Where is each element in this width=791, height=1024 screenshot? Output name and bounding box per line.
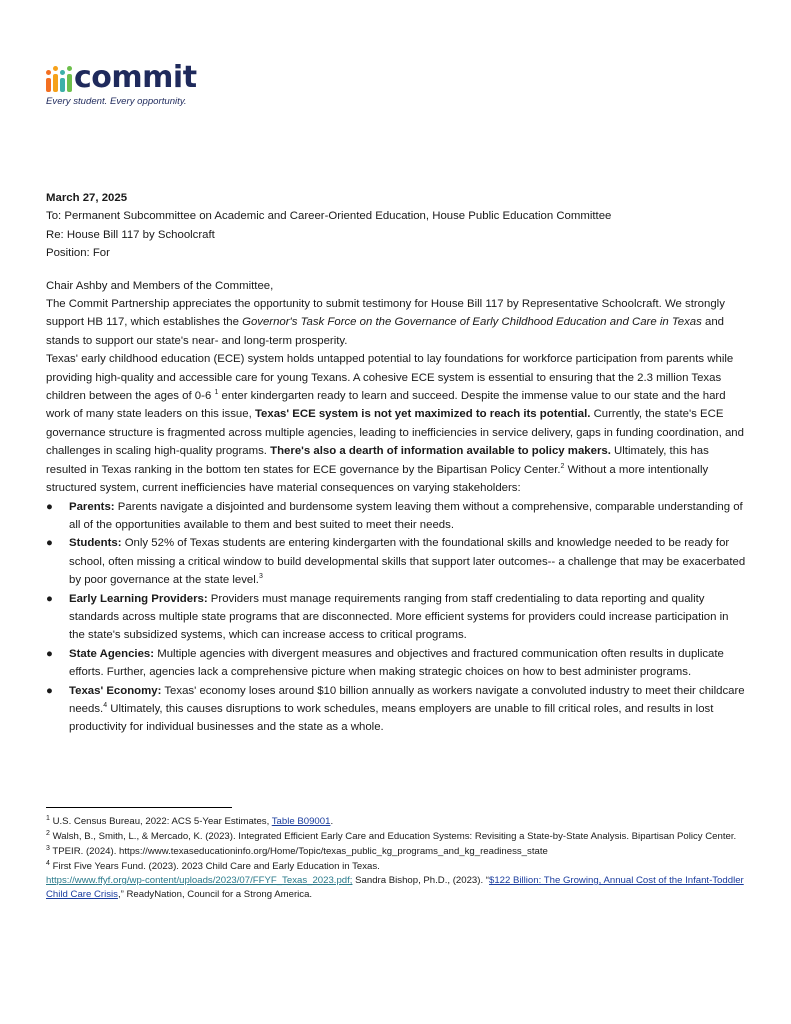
letter-subject: Re: House Bill 117 by Schoolcraft xyxy=(46,228,215,241)
list-item-parents: ● Parents: Parents navigate a disjointed and burdensome system leaving them without a comprehensive, comparable understanding of all of the opportunities available to them and best suited to meet their needs. xyxy=(46,498,746,535)
logo-tagline: Every student. Every opportunity. xyxy=(46,96,187,107)
footnotes xyxy=(46,815,746,903)
salutation: Chair Ashby and Members of the Committee, xyxy=(46,279,274,292)
bullet-icon: ● xyxy=(46,592,53,605)
commit-logo xyxy=(46,62,206,112)
letter-body xyxy=(46,189,746,737)
body-paragraph: Texas' early childhood education (ECE) system holds untapped potential to lay foundations for workforce participation from parents while providing high-quality and accessible care for young Texans. A cohesive ECE system is essential to ensuring that the 2.3 million Texas children between the ages of 0-6 $^1$ enter kindergarten ready to learn and succeed. Despite the immense value to our state and the hard work of many state leaders on this issue, Texas' ECE system is not yet maximized to reach its potential. Currently, the state's ECE governance structure is fragmented across multiple agencies, leading to inefficiencies in service delivery, gaps in funding coordination, and challenges in scaling high-quality programs. There's also a dearth of information available to policy makers. Ultimately, this has resulted in Texas ranking in the bottom ten states for ECE governance by the Bipartisan Policy Center.$^2$ Without a more intentionally structured system, current inefficiencies have material consequences on varying stakeholders: xyxy=(46,353,744,495)
footnote-3: $^3$ TPEIR. (2024). https://www.texaseducationinfo.org/Home/Topic/texas_public_kg_programs_and_kg_readiness_state xyxy=(46,844,548,857)
footnote-divider xyxy=(46,807,232,808)
letter-position: Position: For xyxy=(46,247,110,260)
footnote-ref-4[interactable]: 4 xyxy=(103,702,108,710)
footnote-1: $^1$ U.S. Census Bureau, 2022: ACS 5-Year Estimates, Table B09001. xyxy=(46,814,334,827)
list-item-economy: ● Texas' Economy: Texas' economy loses around $10 billion annually as workers navigate a convoluted industry to meet their childcare needs.$^4$ Ultimately, this causes disruptions to work schedules, means employers are unable to fill critical roles, and results in lost productivity for individual businesses and the state as a whole. xyxy=(46,682,746,737)
footnote-ref-1[interactable]: 1 xyxy=(214,389,219,397)
footnote-4-link-readynation[interactable]: $122 Billion: The Growing, Annual Cost of the Infant-Toddler Child Care Crisis xyxy=(46,875,744,900)
bullet-icon: ● xyxy=(46,537,53,550)
emphasis-dearth-info: There's also a dearth of information available to policy makers. xyxy=(270,445,611,458)
bullet-icon: ● xyxy=(46,647,53,660)
logo-wordmark: commit xyxy=(74,60,197,95)
bullet-icon: ● xyxy=(46,500,53,513)
footnote-ref-2[interactable]: 2 xyxy=(560,462,565,470)
list-item-state-agencies: ● State Agencies: Multiple agencies with divergent measures and objectives and fractured communication often results in duplicate efforts. Further, agencies lack a comprehensive picture when making strategic choices on how to best administer programs. xyxy=(46,645,746,682)
footnote-1-link[interactable]: Table B09001 xyxy=(271,816,331,827)
list-item-providers: ● Early Learning Providers: Providers must manage requirements ranging from staff credentialing to data reporting and quality standards across multiple state programs that are disconnected. More efficient systems for providers could increase participation in the state's subsidized systems, which can increase access to critical programs. xyxy=(46,590,746,645)
stakeholder-list xyxy=(46,498,746,737)
logo-mark-icon xyxy=(46,64,72,92)
task-force-title: Governor's Task Force on the Governance of Early Childhood Education and Care in Texas xyxy=(242,316,702,329)
list-item-students: ● Students: Only 52% of Texas students are entering kindergarten with the foundational skills and knowledge needed to be ready for school, often missing a critical window to build developmental skills that support later outcomes-- a challenge that may be exacerbated by poor governance at the state level.$^3$ xyxy=(46,534,746,589)
footnote-4: $^4$ First Five Years Fund. (2023). 2023 Child Care and Early Education in Texas. https://www.ffyf.org/wp-content/uploads/2023/07/FFYF_Texas_2023.pdf; Sandra Bishop, Ph.D., (2023). “$122 Billion: The Growing, Annual Cost of the Infant-Toddler Child Care Crisis,” ReadyNation, Council for a Strong America. xyxy=(46,859,744,900)
bullet-icon: ● xyxy=(46,684,53,697)
footnote-ref-3[interactable]: 3 xyxy=(258,573,263,581)
footnote-4-link-ffyf[interactable]: https://www.ffyf.org/wp-content/uploads/2023/07/FFYF_Texas_2023.pdf; xyxy=(46,875,353,886)
letter-recipient: To: Permanent Subcommittee on Academic and Career-Oriented Education, House Public Education Committee xyxy=(46,210,612,223)
emphasis-ece-not-maximized: Texas' ECE system is not yet maximized to reach its potential. xyxy=(254,408,591,421)
intro-paragraph: The Commit Partnership appreciates the opportunity to submit testimony for House Bill 117 by Representative Schoolcraft. We strongly support HB 117, which establishes the Governor's Task Force on the Governance of Early Childhood Education and Care in Texas and stands to support our state's near- and long-term prosperity. xyxy=(46,298,725,347)
footnote-2: $^2$ Walsh, B., Smith, L., & Mercado, K. (2023). Integrated Efficient Early Care and Education Systems: Revisiting a State-by-State Analysis. Bipartisan Policy Center. xyxy=(46,829,737,842)
letter-date: March 27, 2025 xyxy=(46,192,128,204)
